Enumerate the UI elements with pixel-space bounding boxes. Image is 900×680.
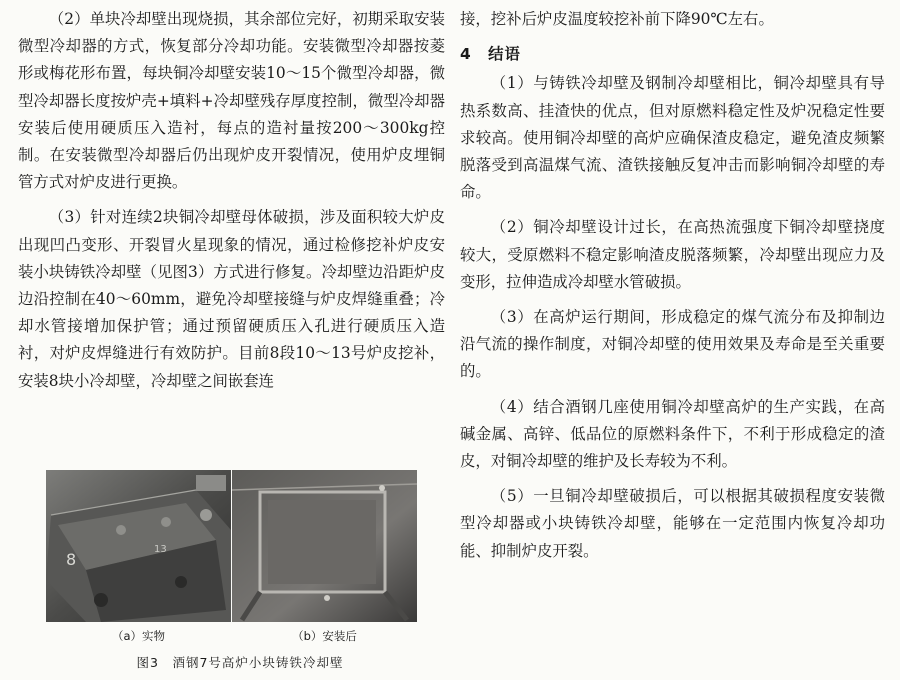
left-column (18, 6, 445, 403)
subfigure-caption-a: （a）实物 (111, 629, 166, 643)
paragraph-3: （3）针对连续2块铜冷却壁母体破损，涉及面积较大炉皮出现凹凸变形、开裂冒火星现象的情况，通过检修挖补炉皮安装小块铸铁冷却壁（见图3）方式进行修复。冷却壁边沿距炉皮边沿控制在40～60mm，避免冷却壁接缝与炉皮焊缝重叠；冷却水管接增加保护管；通过预留硬质压入孔进行硬质压入造衬，对炉皮焊缝进行有效防护。目前8段10～13号炉皮挖补，安装8块小冷却壁，冷却壁之间嵌套连 (18, 208, 445, 390)
subfigure-caption-b: （b）安装后 (292, 629, 357, 643)
svg-text:8: 8 (66, 550, 77, 569)
paragraph-2: （2）单块冷却壁出现烧损，其余部位完好，初期采取安装微型冷却器的方式，恢复部分冷却功能。安装微型冷却器按菱形或梅花形布置，每块铜冷却壁安装10～15个微型冷却器，微型冷却器长度按炉壳+填料+冷却壁残存厚度控制，微型冷却器安装后使用硬质压入造衬，每点的造衬量按200～300kg控制。在安装微型冷却器后仍出现炉皮开裂情况，使用炉皮埋铜管方式对炉皮进行更换。 (18, 10, 445, 192)
conclusion-item-2: （2）铜冷却壁设计过长，在高热流强度下铜冷却壁挠度较大，受原燃料不稳定影响渣皮脱落频繁，冷却壁出现应力及变形，拉伸造成冷却壁水管破损。 (460, 218, 885, 291)
conclusion-item-3: （3）在高炉运行期间，形成稳定的煤气流分布及抑制边沿气流的操作制度，对铜冷却壁的使用效果及寿命是至关重要的。 (460, 308, 885, 381)
right-column (460, 6, 885, 573)
conclusion-item-1: （1）与铸铁冷却壁及钢制冷却壁相比，铜冷却壁具有导热系数高、挂渣快的优点，但对原燃料稳定性及炉况稳定性要求较高。使用铜冷却壁的高炉应确保渣皮稳定，避免渣皮频繁脱落受到高温煤气流、渣铁接触反复冲击而影响铜冷却壁的寿命。 (460, 74, 885, 202)
section-heading-conclusion: 4 结语 (460, 45, 521, 64)
photo-cooling-stave-installed (232, 470, 417, 622)
figure-caption: 图3 酒钢7号高炉小块铸铁冷却壁 (136, 655, 344, 670)
paragraph-continuation: 接，挖补后炉皮温度较挖补前下降90℃左右。 (460, 10, 774, 28)
conclusion-item-4: （4）结合酒钢几座使用铜冷却壁高炉的生产实践，在高碱金属、高锌、低品位的原燃料条件下，不利于形成稳定的渣皮，对铜冷却壁的维护及长寿较为不利。 (460, 397, 885, 471)
photo-cooling-stave-actual (46, 470, 231, 622)
svg-text:13: 13 (154, 544, 167, 555)
figure-3 (40, 470, 440, 675)
conclusion-item-5: （5）一旦铜冷却壁破损后，可以根据其破损程度安装微型冷却器或小块铸铁冷却壁，能够在一定范围内恢复冷却功能、抑制炉皮开裂。 (460, 487, 885, 560)
